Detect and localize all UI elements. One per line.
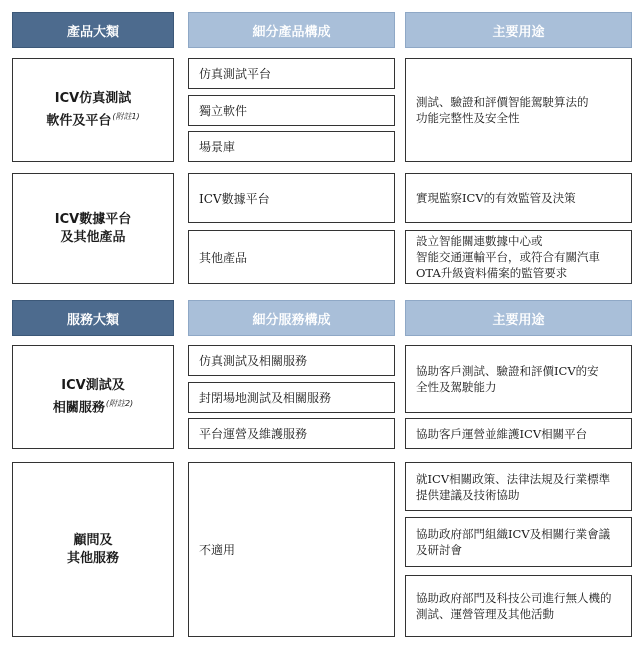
category-name-line1: ICV測試及 (61, 377, 125, 393)
service-item-simulation-testing: 仿真測試及相關服務 (188, 345, 395, 376)
usage-line: 協助客戶測試、驗證和評價ICV的安 (416, 364, 599, 378)
service-usage-header: 主要用途 (405, 300, 632, 336)
service-item-closed-site-testing: 封閉場地測試及相關服務 (188, 382, 395, 413)
service-usage-testing (405, 345, 632, 413)
service-category-consulting (12, 462, 174, 637)
service-usage-drone-testing (405, 575, 632, 637)
product-usage-header: 主要用途 (405, 12, 632, 48)
service-category-header: 服務大類 (12, 300, 174, 336)
usage-line: 智能交通運輸平台，或符合有關汽車 (416, 250, 600, 264)
category-name-line1: ICV仿真測試 (54, 90, 132, 106)
usage-line: 及研討會 (416, 543, 462, 557)
product-item-other-products: 其他產品 (188, 230, 395, 284)
service-usage-platform-operation: 協助客戶運營並維護ICV相關平台 (405, 418, 632, 449)
category-name-line2-wrap (46, 108, 139, 130)
service-breakdown-header: 細分服務構成 (188, 300, 395, 336)
usage-line: 測試、運營管理及其他活動 (416, 607, 554, 621)
product-item-data-platform: ICV數據平台 (188, 173, 395, 223)
service-item-platform-operation: 平台運營及維護服務 (188, 418, 395, 449)
product-category-data-platform (12, 173, 174, 284)
category-name-line2: 其他服務 (66, 550, 119, 566)
product-item-scenario-library: 場景庫 (188, 131, 395, 162)
product-item-standalone-software: 獨立軟件 (188, 95, 395, 126)
product-usage-simulation (405, 58, 632, 162)
service-usage-policy-advice (405, 462, 632, 511)
product-usage-other-products (405, 230, 632, 284)
product-category-header: 產品大類 (12, 12, 174, 48)
footnote-ref: (附註2) (105, 398, 134, 408)
footnote-ref: (附註1) (112, 111, 140, 121)
service-usage-conferences (405, 517, 632, 567)
usage-line: 功能完整性及安全性 (416, 111, 520, 125)
usage-line: 全性及駕駛能力 (416, 380, 497, 394)
category-name-line2: 及其他產品 (60, 229, 126, 245)
category-name-line1: 顧問及 (73, 532, 113, 548)
category-name-line1: ICV數據平台 (54, 211, 132, 227)
category-name-line2-wrap (53, 395, 133, 417)
usage-line: 就ICV相關政策、法律法規及行業標準 (416, 471, 611, 486)
usage-line: 設立智能關連數據中心或 (416, 234, 543, 248)
usage-line: OTA升級資料備案的監管要求 (416, 266, 568, 280)
product-breakdown-header: 細分產品構成 (188, 12, 395, 48)
usage-line: 協助政府部門組織ICV及相關行業會議 (416, 527, 611, 541)
usage-line: 測試、驗證和評價智能駕駛算法的 (416, 95, 589, 109)
usage-line: 協助政府部門及科技公司進行無人機的 (416, 591, 612, 605)
product-usage-data-platform: 實現監察ICV的有效監管及決策 (405, 173, 632, 223)
category-name-line2: 相關服務 (52, 400, 105, 416)
product-category-simulation (12, 58, 174, 162)
category-name-line2: 軟件及平台 (46, 113, 112, 129)
product-item-simulation-platform: 仿真測試平台 (188, 58, 395, 89)
service-item-not-applicable: 不適用 (188, 462, 395, 637)
service-category-testing (12, 345, 174, 449)
usage-line: 提供建議及技術協助 (416, 487, 520, 502)
